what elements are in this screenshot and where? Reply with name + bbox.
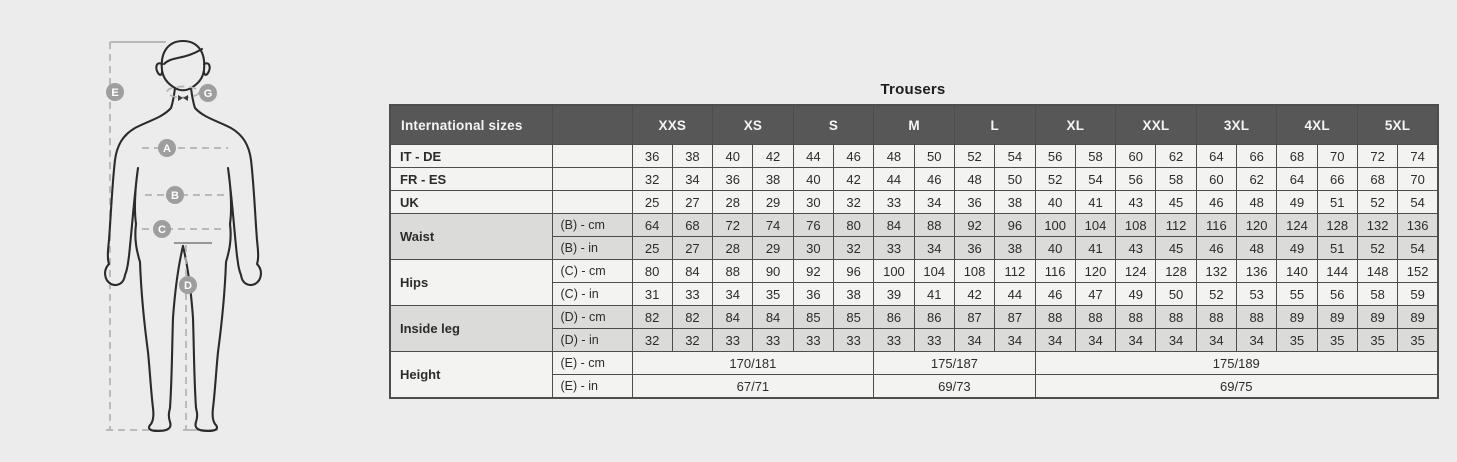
measure-value: 88 bbox=[1196, 306, 1236, 329]
marker-chest-a bbox=[158, 139, 176, 157]
measure-label: Inside leg bbox=[390, 306, 552, 352]
size-value: 62 bbox=[1237, 168, 1277, 191]
size-value: 42 bbox=[753, 145, 793, 168]
measure-value: 39 bbox=[874, 283, 914, 306]
header-size-xxs: XXS bbox=[632, 105, 713, 145]
measure-value: 45 bbox=[1156, 237, 1196, 260]
measure-value: 38 bbox=[995, 237, 1035, 260]
measure-value: 88 bbox=[713, 260, 753, 283]
size-value: 34 bbox=[914, 191, 954, 214]
neck-guide-ellipse bbox=[167, 87, 199, 98]
header-size-3xl: 3XL bbox=[1196, 105, 1277, 145]
measure-value: 41 bbox=[914, 283, 954, 306]
measure-sublabel: (D) - in bbox=[552, 329, 632, 352]
header-empty-cell bbox=[552, 105, 632, 145]
measure-value: 100 bbox=[1035, 214, 1075, 237]
measure-value: 34 bbox=[713, 283, 753, 306]
measure-value: 40 bbox=[1035, 237, 1075, 260]
measure-value: 88 bbox=[1156, 306, 1196, 329]
size-value: 52 bbox=[954, 145, 994, 168]
measure-value: 120 bbox=[1075, 260, 1115, 283]
header-size-4xl: 4XL bbox=[1277, 105, 1358, 145]
size-value: 32 bbox=[632, 168, 672, 191]
body-figure-svg bbox=[88, 18, 278, 448]
size-value: 54 bbox=[1075, 168, 1115, 191]
measure-value: 85 bbox=[793, 306, 833, 329]
marker-neck-g bbox=[199, 84, 217, 102]
measure-sublabel: (E) - cm bbox=[552, 352, 632, 375]
measure-value: 25 bbox=[632, 237, 672, 260]
measure-value: 55 bbox=[1277, 283, 1317, 306]
measure-value: 89 bbox=[1357, 306, 1397, 329]
measure-sublabel: (E) - in bbox=[552, 375, 632, 399]
measure-value: 52 bbox=[1196, 283, 1236, 306]
measure-value: 33 bbox=[914, 329, 954, 352]
measure-value: 51 bbox=[1317, 237, 1357, 260]
size-value: 25 bbox=[632, 191, 672, 214]
size-value: 38 bbox=[995, 191, 1035, 214]
measure-value: 33 bbox=[672, 283, 712, 306]
marker-e-letter: E bbox=[111, 87, 119, 99]
size-value: 60 bbox=[1116, 145, 1156, 168]
size-value: 30 bbox=[793, 191, 833, 214]
measure-value: 136 bbox=[1237, 260, 1277, 283]
measure-row bbox=[390, 306, 1438, 329]
table-title: Trousers bbox=[880, 81, 946, 98]
hair-line bbox=[164, 49, 202, 64]
measure-value: 33 bbox=[834, 329, 874, 352]
size-value: 48 bbox=[874, 145, 914, 168]
measure-value: 49 bbox=[1277, 237, 1317, 260]
measure-value: 108 bbox=[954, 260, 994, 283]
measure-row bbox=[390, 214, 1438, 237]
measure-value: 120 bbox=[1237, 214, 1277, 237]
size-value: 58 bbox=[1156, 168, 1196, 191]
size-value: 52 bbox=[1035, 168, 1075, 191]
measure-value: 30 bbox=[793, 237, 833, 260]
measure-value: 84 bbox=[753, 306, 793, 329]
measure-value: 35 bbox=[1277, 329, 1317, 352]
size-value: 44 bbox=[874, 168, 914, 191]
size-value: 58 bbox=[1075, 145, 1115, 168]
size-value: 52 bbox=[1357, 191, 1397, 214]
measure-value: 144 bbox=[1317, 260, 1357, 283]
measure-value: 72 bbox=[713, 214, 753, 237]
measure-sublabel: (C) - cm bbox=[552, 260, 632, 283]
size-value: 56 bbox=[1035, 145, 1075, 168]
measure-value: 104 bbox=[914, 260, 954, 283]
size-value: 41 bbox=[1075, 191, 1115, 214]
size-value: 66 bbox=[1237, 145, 1277, 168]
measure-value: 86 bbox=[914, 306, 954, 329]
measure-value: 35 bbox=[1398, 329, 1438, 352]
size-row bbox=[390, 191, 1438, 214]
size-value: 33 bbox=[874, 191, 914, 214]
header-size-xs: XS bbox=[713, 105, 794, 145]
size-chart-panel bbox=[389, 80, 1437, 399]
measure-value: 34 bbox=[914, 237, 954, 260]
header-row bbox=[390, 105, 1438, 145]
measure-value: 112 bbox=[995, 260, 1035, 283]
header-size-xxl: XXL bbox=[1116, 105, 1197, 145]
header-size-5xl: 5XL bbox=[1357, 105, 1438, 145]
marker-height-e bbox=[106, 83, 124, 101]
size-value: 45 bbox=[1156, 191, 1196, 214]
size-value: 48 bbox=[954, 168, 994, 191]
measure-value: 34 bbox=[1075, 329, 1115, 352]
size-value: 43 bbox=[1116, 191, 1156, 214]
measure-value: 87 bbox=[995, 306, 1035, 329]
size-value: 50 bbox=[995, 168, 1035, 191]
header-size-m: M bbox=[874, 105, 955, 145]
marker-waist-b bbox=[166, 186, 184, 204]
size-value: 38 bbox=[753, 168, 793, 191]
measure-value: 41 bbox=[1075, 237, 1115, 260]
size-value: 60 bbox=[1196, 168, 1236, 191]
measure-span-value: 69/75 bbox=[1035, 375, 1438, 399]
measure-value: 116 bbox=[1035, 260, 1075, 283]
measure-span-value: 69/73 bbox=[874, 375, 1035, 399]
body-measurement-figure bbox=[88, 18, 278, 448]
size-value: 27 bbox=[672, 191, 712, 214]
measure-value: 33 bbox=[874, 237, 914, 260]
header-size-xl: XL bbox=[1035, 105, 1116, 145]
measure-value: 96 bbox=[834, 260, 874, 283]
row-sublabel-empty bbox=[552, 168, 632, 191]
marker-hips-c bbox=[153, 220, 171, 238]
measure-value: 82 bbox=[632, 306, 672, 329]
measure-value: 87 bbox=[954, 306, 994, 329]
size-value: 46 bbox=[914, 168, 954, 191]
measure-value: 50 bbox=[1156, 283, 1196, 306]
size-value: 48 bbox=[1237, 191, 1277, 214]
measure-value: 132 bbox=[1196, 260, 1236, 283]
measure-value: 35 bbox=[1317, 329, 1357, 352]
size-row bbox=[390, 168, 1438, 191]
measure-value: 132 bbox=[1357, 214, 1397, 237]
size-value: 74 bbox=[1398, 145, 1438, 168]
measure-label: Height bbox=[390, 352, 552, 399]
size-value: 36 bbox=[632, 145, 672, 168]
measure-value: 140 bbox=[1277, 260, 1317, 283]
size-value: 70 bbox=[1317, 145, 1357, 168]
size-value: 72 bbox=[1357, 145, 1397, 168]
measure-value: 34 bbox=[995, 329, 1035, 352]
measure-value: 92 bbox=[793, 260, 833, 283]
measure-value: 32 bbox=[834, 237, 874, 260]
measure-value: 52 bbox=[1357, 237, 1397, 260]
marker-a-letter: A bbox=[163, 143, 171, 155]
measure-value: 46 bbox=[1035, 283, 1075, 306]
measure-value: 124 bbox=[1277, 214, 1317, 237]
measure-value: 44 bbox=[995, 283, 1035, 306]
measure-value: 88 bbox=[1075, 306, 1115, 329]
marker-g-letter: G bbox=[203, 88, 213, 100]
size-value: 68 bbox=[1357, 168, 1397, 191]
measure-value: 35 bbox=[753, 283, 793, 306]
row-label: UK bbox=[390, 191, 552, 214]
size-value: 66 bbox=[1317, 168, 1357, 191]
size-value: 40 bbox=[1035, 191, 1075, 214]
measure-sublabel: (D) - cm bbox=[552, 306, 632, 329]
measure-value: 38 bbox=[834, 283, 874, 306]
measure-value: 128 bbox=[1317, 214, 1357, 237]
measure-sublabel: (B) - in bbox=[552, 237, 632, 260]
measure-value: 82 bbox=[672, 306, 712, 329]
size-value: 56 bbox=[1116, 168, 1156, 191]
measure-value: 34 bbox=[954, 329, 994, 352]
measure-value: 32 bbox=[632, 329, 672, 352]
measure-row bbox=[390, 352, 1438, 375]
size-value: 38 bbox=[672, 145, 712, 168]
measure-label: Waist bbox=[390, 214, 552, 260]
size-value: 40 bbox=[793, 168, 833, 191]
measure-value: 89 bbox=[1398, 306, 1438, 329]
size-row bbox=[390, 145, 1438, 168]
size-value: 32 bbox=[834, 191, 874, 214]
marker-inside-leg-d bbox=[179, 276, 197, 294]
header-size-s: S bbox=[793, 105, 874, 145]
measure-value: 88 bbox=[1116, 306, 1156, 329]
row-sublabel-empty bbox=[552, 145, 632, 168]
measure-value: 84 bbox=[874, 214, 914, 237]
size-value: 70 bbox=[1398, 168, 1438, 191]
measure-value: 56 bbox=[1317, 283, 1357, 306]
measure-span-value: 175/189 bbox=[1035, 352, 1438, 375]
measure-value: 92 bbox=[954, 214, 994, 237]
measure-value: 84 bbox=[672, 260, 712, 283]
measure-value: 80 bbox=[834, 214, 874, 237]
size-value: 68 bbox=[1277, 145, 1317, 168]
measure-value: 48 bbox=[1237, 237, 1277, 260]
measure-value: 85 bbox=[834, 306, 874, 329]
measure-value: 33 bbox=[874, 329, 914, 352]
measure-value: 28 bbox=[713, 237, 753, 260]
measure-value: 124 bbox=[1116, 260, 1156, 283]
measure-value: 27 bbox=[672, 237, 712, 260]
measure-value: 33 bbox=[793, 329, 833, 352]
measure-value: 34 bbox=[1237, 329, 1277, 352]
size-value: 62 bbox=[1156, 145, 1196, 168]
size-table bbox=[389, 104, 1439, 399]
measure-value: 108 bbox=[1116, 214, 1156, 237]
measure-value: 43 bbox=[1116, 237, 1156, 260]
size-value: 50 bbox=[914, 145, 954, 168]
measure-value: 34 bbox=[1116, 329, 1156, 352]
neck-bow-marker bbox=[178, 95, 188, 101]
measure-value: 86 bbox=[874, 306, 914, 329]
measure-value: 58 bbox=[1357, 283, 1397, 306]
measure-value: 76 bbox=[793, 214, 833, 237]
measure-sublabel: (B) - cm bbox=[552, 214, 632, 237]
header-size-l: L bbox=[954, 105, 1035, 145]
measure-value: 68 bbox=[672, 214, 712, 237]
measure-value: 152 bbox=[1398, 260, 1438, 283]
size-value: 44 bbox=[793, 145, 833, 168]
measure-value: 96 bbox=[995, 214, 1035, 237]
measure-value: 116 bbox=[1196, 214, 1236, 237]
measure-value: 35 bbox=[1357, 329, 1397, 352]
measure-value: 74 bbox=[753, 214, 793, 237]
measure-value: 33 bbox=[713, 329, 753, 352]
measure-value: 36 bbox=[954, 237, 994, 260]
measure-value: 54 bbox=[1398, 237, 1438, 260]
measure-value: 136 bbox=[1398, 214, 1438, 237]
measure-value: 128 bbox=[1156, 260, 1196, 283]
measure-value: 29 bbox=[753, 237, 793, 260]
measure-value: 148 bbox=[1357, 260, 1397, 283]
header-international-sizes: International sizes bbox=[390, 105, 552, 145]
size-value: 28 bbox=[713, 191, 753, 214]
measure-span-value: 67/71 bbox=[632, 375, 874, 399]
size-value: 54 bbox=[1398, 191, 1438, 214]
measure-value: 32 bbox=[672, 329, 712, 352]
size-value: 54 bbox=[995, 145, 1035, 168]
size-value: 36 bbox=[954, 191, 994, 214]
measure-value: 64 bbox=[632, 214, 672, 237]
measure-sublabel: (C) - in bbox=[552, 283, 632, 306]
measure-value: 100 bbox=[874, 260, 914, 283]
measure-value: 104 bbox=[1075, 214, 1115, 237]
measure-span-value: 170/181 bbox=[632, 352, 874, 375]
row-sublabel-empty bbox=[552, 191, 632, 214]
size-value: 42 bbox=[834, 168, 874, 191]
measure-value: 89 bbox=[1317, 306, 1357, 329]
measure-value: 53 bbox=[1237, 283, 1277, 306]
row-label: IT - DE bbox=[390, 145, 552, 168]
measure-value: 80 bbox=[632, 260, 672, 283]
size-value: 64 bbox=[1196, 145, 1236, 168]
size-value: 29 bbox=[753, 191, 793, 214]
size-value: 46 bbox=[834, 145, 874, 168]
measure-value: 84 bbox=[713, 306, 753, 329]
size-value: 36 bbox=[713, 168, 753, 191]
measure-value: 112 bbox=[1156, 214, 1196, 237]
marker-b-letter: B bbox=[171, 190, 179, 202]
measure-value: 88 bbox=[1237, 306, 1277, 329]
measure-value: 47 bbox=[1075, 283, 1115, 306]
measure-label: Hips bbox=[390, 260, 552, 306]
body-outline bbox=[105, 41, 261, 431]
size-value: 46 bbox=[1196, 191, 1236, 214]
marker-c-letter: C bbox=[158, 224, 166, 236]
measure-value: 90 bbox=[753, 260, 793, 283]
measure-value: 42 bbox=[954, 283, 994, 306]
measure-value: 89 bbox=[1277, 306, 1317, 329]
measure-value: 59 bbox=[1398, 283, 1438, 306]
measure-value: 34 bbox=[1156, 329, 1196, 352]
measure-value: 49 bbox=[1116, 283, 1156, 306]
measure-value: 34 bbox=[1196, 329, 1236, 352]
measure-value: 88 bbox=[914, 214, 954, 237]
measure-value: 36 bbox=[793, 283, 833, 306]
measure-value: 34 bbox=[1035, 329, 1075, 352]
measure-value: 33 bbox=[753, 329, 793, 352]
size-value: 40 bbox=[713, 145, 753, 168]
size-value: 64 bbox=[1277, 168, 1317, 191]
size-value: 49 bbox=[1277, 191, 1317, 214]
measure-row bbox=[390, 260, 1438, 283]
row-label: FR - ES bbox=[390, 168, 552, 191]
size-value: 51 bbox=[1317, 191, 1357, 214]
head-outline bbox=[162, 41, 205, 90]
measure-span-value: 175/187 bbox=[874, 352, 1035, 375]
measure-value: 31 bbox=[632, 283, 672, 306]
size-value: 34 bbox=[672, 168, 712, 191]
measure-value: 88 bbox=[1035, 306, 1075, 329]
marker-d-letter: D bbox=[184, 280, 192, 292]
measure-value: 46 bbox=[1196, 237, 1236, 260]
